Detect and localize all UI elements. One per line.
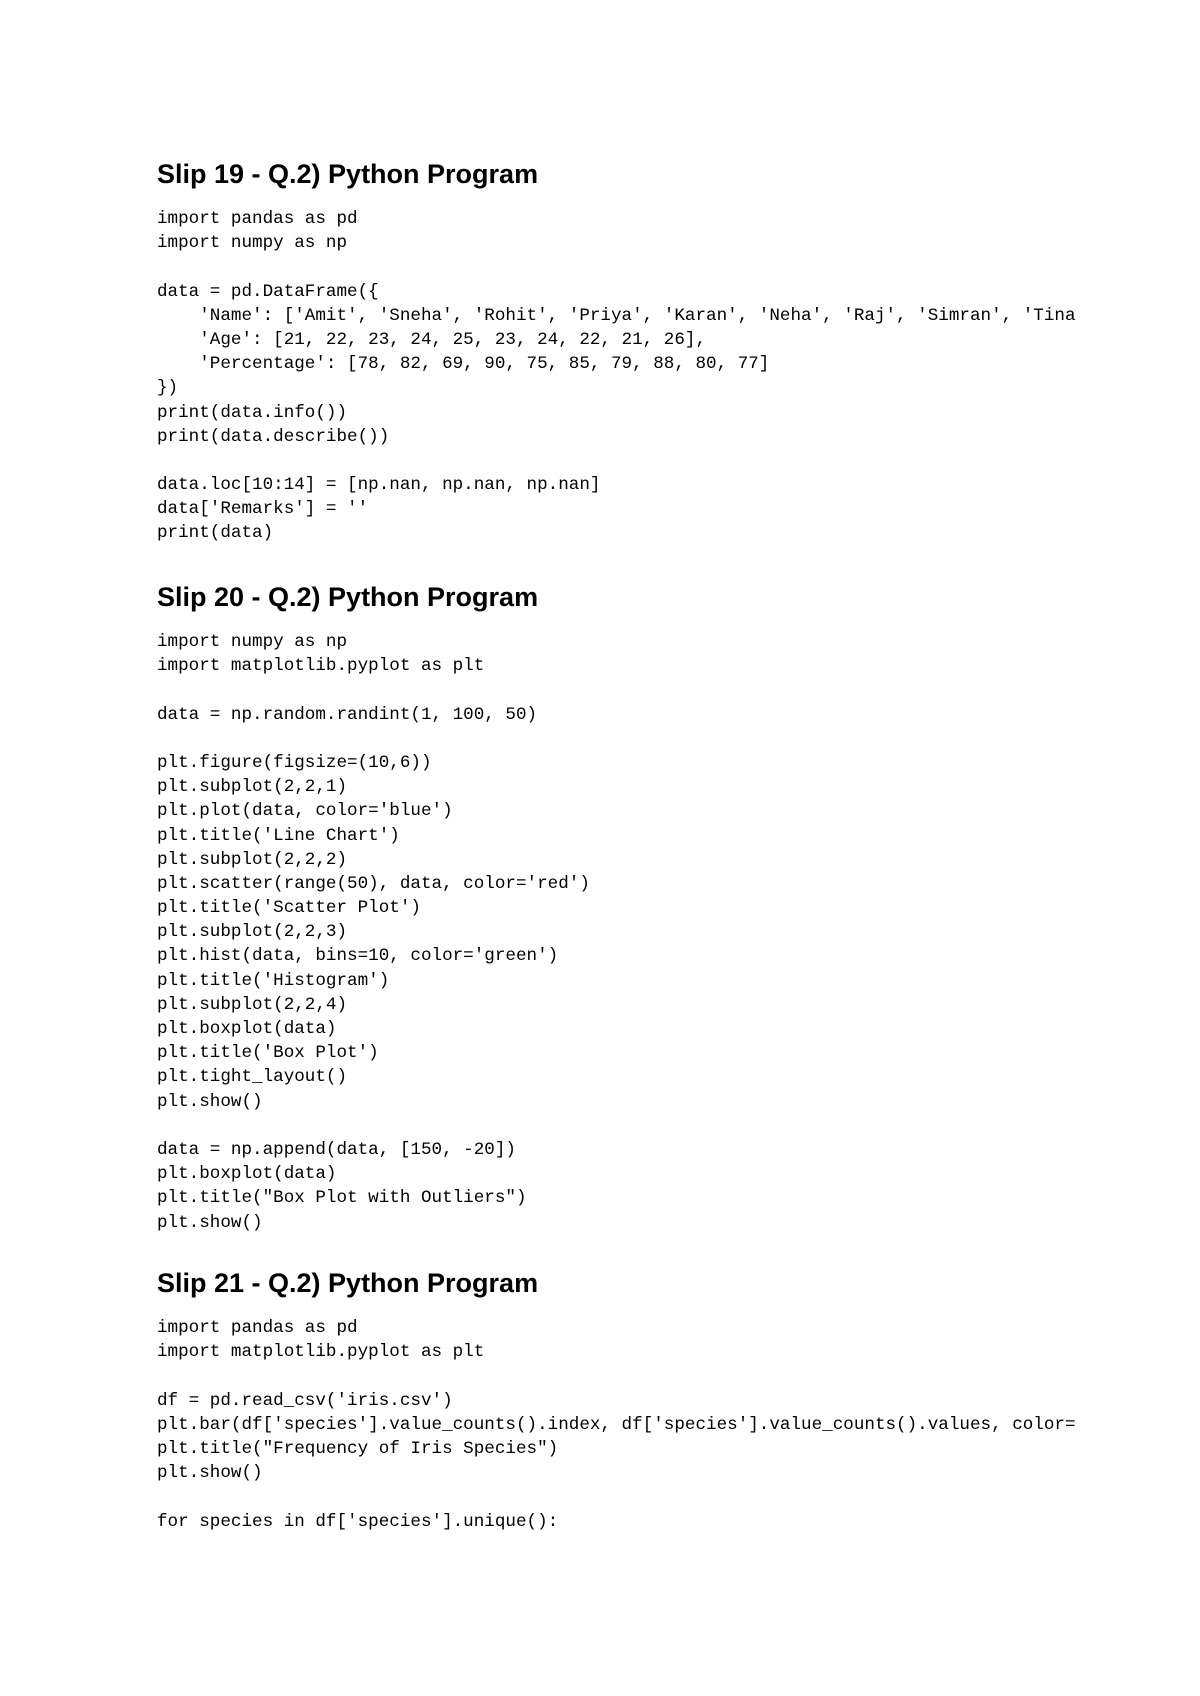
code-line: plt.title('Histogram') [157,970,390,991]
code-line: plt.plot(data, color='blue') [157,801,453,822]
code-line: import pandas as pd [157,209,358,229]
code-line: import pandas as pd [157,1318,358,1338]
slip-19-code-block [157,207,1200,546]
code-line: data = np.random.randint(1, 100, 50) [157,704,538,725]
code-line: plt.boxplot(data) [157,1019,337,1039]
code-line [157,449,1200,473]
code-line: data = np.append(data, [150, -20]) [157,1139,516,1160]
code-line: plt.bar(df['species'].value_counts().index, df['species'].value_counts().values, color= [157,1414,1076,1435]
slip-21-heading: Slip 21 - Q.2) Python Program [157,1268,539,1298]
code-line: plt.title("Frequency of Iris Species") [157,1438,559,1459]
slip-21-section [157,1266,1200,1534]
code-line: import matplotlib.pyplot as plt [157,656,485,677]
code-line: df = pd.read_csv('iris.csv') [157,1390,453,1411]
code-line [157,727,1200,751]
code-line: plt.subplot(2,2,4) [157,994,348,1015]
code-line: plt.boxplot(data) [157,1164,337,1185]
code-line: plt.tight_layout() [157,1067,348,1088]
code-line [157,1114,1200,1138]
code-line [157,255,1200,279]
code-line: 'Name': ['Amit', 'Sneha', 'Rohit', 'Priya', 'Karan', 'Neha', 'Raj', 'Simran', 'Tina [157,305,1076,326]
slip-19-heading: Slip 19 - Q.2) Python Program [157,159,539,189]
code-line: import matplotlib.pyplot as plt [157,1342,485,1363]
slip-20-code-block [157,630,1200,1235]
code-line: plt.show() [157,1463,263,1484]
code-line: plt.subplot(2,2,3) [157,922,348,943]
code-line: }) [157,378,179,399]
code-line: plt.scatter(range(50), data, color='red') [157,873,590,894]
code-line: plt.title('Line Chart') [157,825,400,846]
code-line: plt.title('Box Plot') [157,1043,379,1064]
code-line: print(data.info()) [157,402,348,423]
code-line: plt.figure(figsize=(10,6)) [157,752,432,773]
code-line [157,678,1200,702]
slip-20-heading: Slip 20 - Q.2) Python Program [157,582,539,612]
code-line: import numpy as np [157,632,348,652]
code-line: data.loc[10:14] = [np.nan, np.nan, np.nan] [157,475,601,496]
code-line: plt.title("Box Plot with Outliers") [157,1188,527,1209]
code-line: print(data.describe()) [157,426,390,447]
code-line: plt.hist(data, bins=10, color='green') [157,946,559,967]
code-line: for species in df['species'].unique(): [157,1511,559,1532]
code-line: plt.subplot(2,2,2) [157,849,348,870]
code-line: plt.title('Scatter Plot') [157,898,421,919]
code-line: 'Percentage': [78, 82, 69, 90, 75, 85, 79, 88, 80, 77] [157,354,770,375]
slip-21-code-block [157,1316,1200,1534]
code-line [157,1485,1200,1509]
code-line [157,1364,1200,1388]
code-line: print(data) [157,523,274,544]
code-line: data = pd.DataFrame({ [157,281,379,302]
code-line: 'Age': [21, 22, 23, 24, 25, 23, 24, 22, 21, 26], [157,329,707,350]
code-line: plt.show() [157,1091,263,1112]
code-line: import numpy as np [157,233,348,254]
slip-19-section [157,157,1200,546]
code-line: plt.subplot(2,2,1) [157,777,348,798]
code-line: data['Remarks'] = '' [157,499,369,520]
code-line: plt.show() [157,1212,263,1233]
slip-20-section [157,580,1200,1235]
